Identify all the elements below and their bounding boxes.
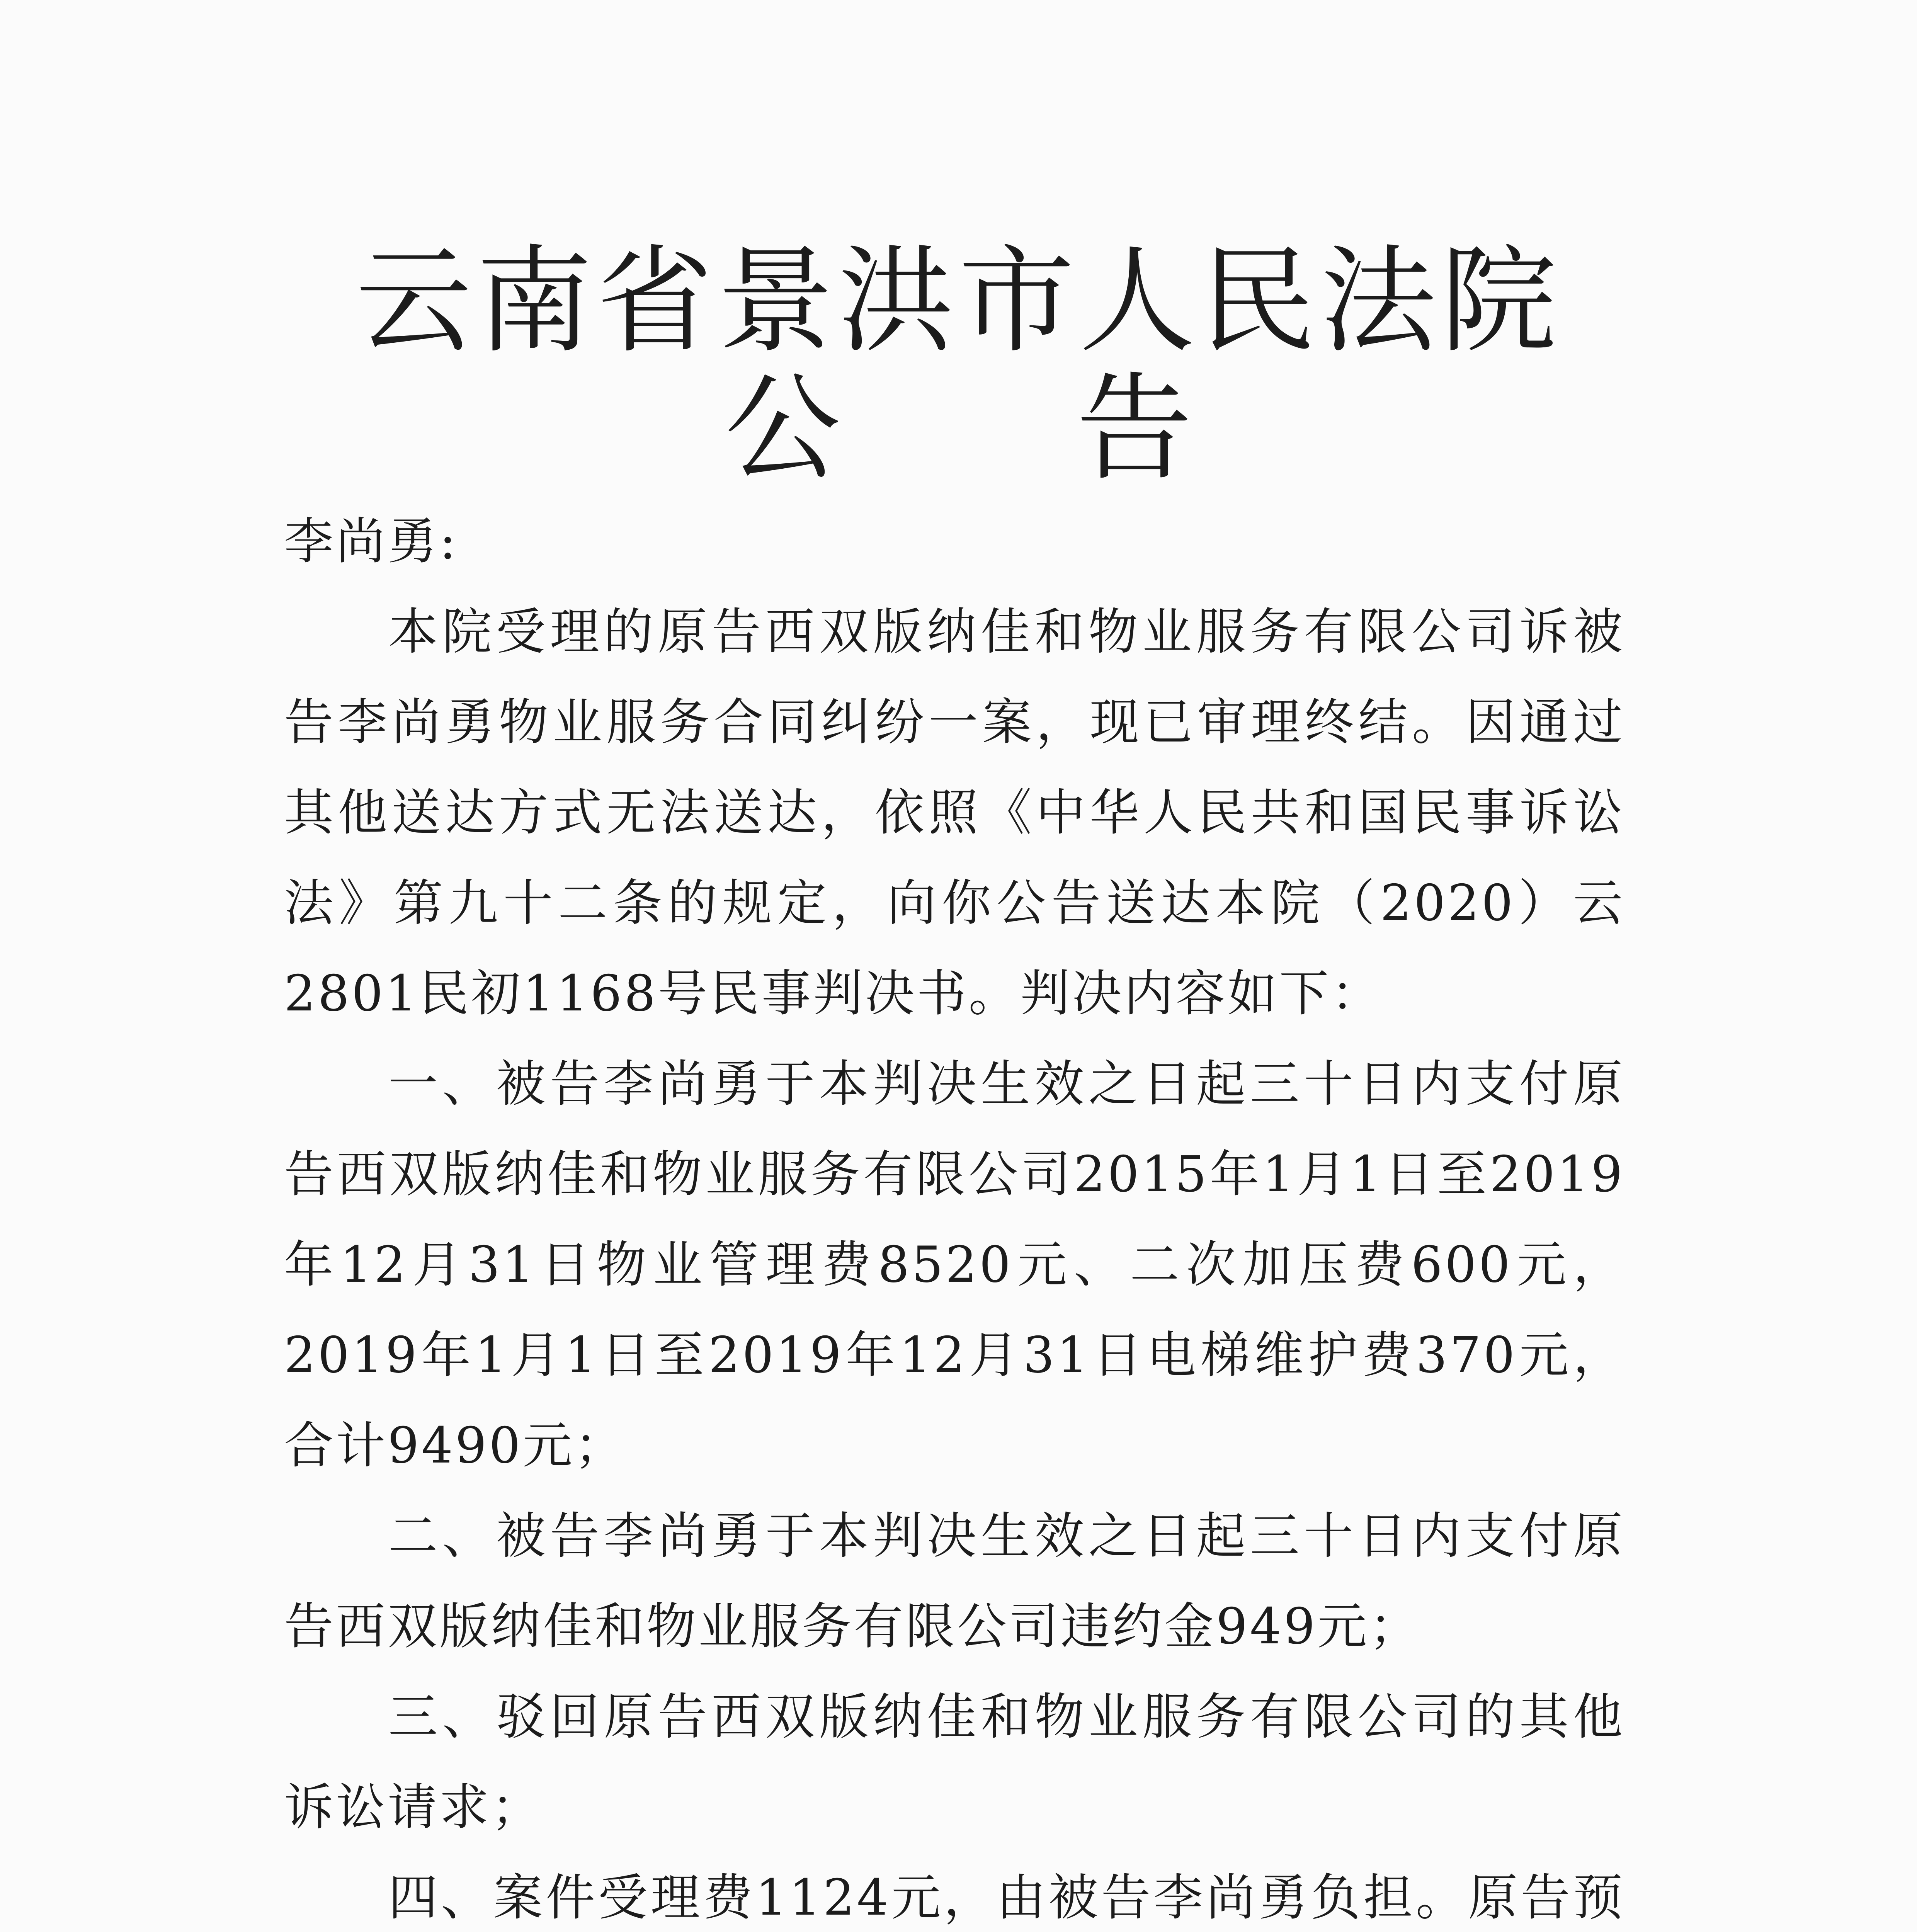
notice-body	[284, 497, 1625, 1932]
addressee: 李尚勇:	[284, 513, 459, 570]
notice-title: 公告	[725, 361, 1428, 496]
paragraph-judgment-4: 四、案件受理费1124元，由被告李尚勇负担。原告预	[388, 1869, 1625, 1927]
paragraph-judgment-1: 一、被告李尚勇于本判决生效之日起三十日内支付原告西双版纳佳和物业服务有限公司2015年1月1日至2019年12月31日物业管理费8520元、二次加压费600元，2019年1月1日至2019年12月31日电梯维护费370元，合计9490元；	[284, 1055, 1625, 1475]
paragraph-judgment-3: 三、驳回原告西双版纳佳和物业服务有限公司的其他诉讼请求；	[284, 1688, 1625, 1836]
paragraph-judgment-2: 二、被告李尚勇于本判决生效之日起三十日内支付原告西双版纳佳和物业服务有限公司违约金949元；	[284, 1507, 1625, 1655]
court-title: 云南省景洪市人民法院	[356, 234, 1561, 369]
paragraph-intro: 本院受理的原告西双版纳佳和物业服务有限公司诉被告李尚勇物业服务合同纠纷一案，现已审理终结。因通过其他送达方式无法送达，依照《中华人民共和国民事诉讼法》第九十二条的规定，向你公告送达本院（2020）云2801民初1168号民事判决书。判决内容如下：	[284, 603, 1625, 1022]
